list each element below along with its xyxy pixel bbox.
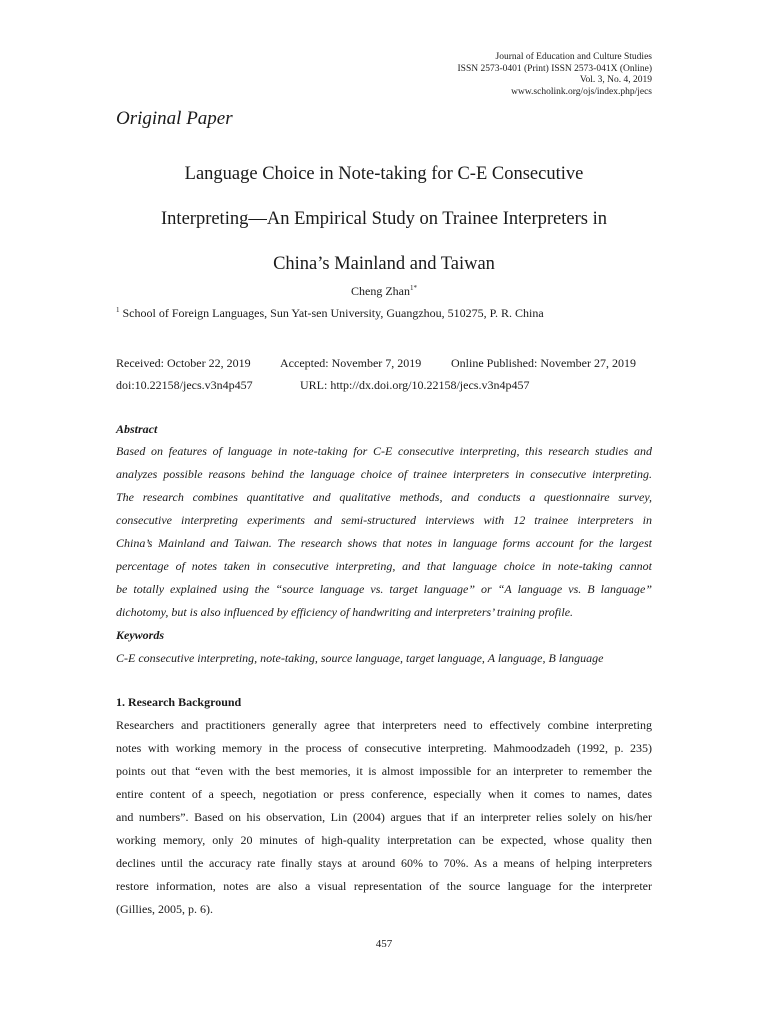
title-line: Language Choice in Note-taking for C-E Consecutive xyxy=(184,164,584,184)
journal-issn: ISSN 2573-0401 (Print) ISSN 2573-041X (Online) xyxy=(457,63,652,74)
abstract-line: be totally explained using the “source language vs. target language” or “A language vs. B language” xyxy=(116,582,652,596)
research-background-body xyxy=(116,714,652,921)
abstract-line: analyzes possible reasons behind the language choice of trainee interpreters in consecutive interpreting. xyxy=(116,467,652,481)
abstract-line: consecutive interpreting experiments and semi-structured interviews with 12 trainee interpreters in xyxy=(116,513,652,527)
paper-type-label: Original Paper xyxy=(116,108,233,129)
journal-volume: Vol. 3, No. 4, 2019 xyxy=(579,75,652,85)
author-name: Cheng Zhan xyxy=(351,284,410,298)
keywords-heading: Keywords xyxy=(116,628,164,642)
section-heading-research-background: 1. Research Background xyxy=(116,695,242,709)
accepted-date: Accepted: November 7, 2019 xyxy=(280,356,422,370)
body-line: Researchers and practitioners generally agree that interpreters need to effectively combine interpreting xyxy=(116,718,652,732)
affiliation-line xyxy=(116,306,544,321)
received-date: Received: October 22, 2019 xyxy=(116,356,251,370)
body-line: restore information, notes are also a visual representation of the source language for the interpreter xyxy=(116,879,652,893)
abstract-line: dichotomy, but is also influenced by efficiency of handwriting and interpreters’ training profile. xyxy=(116,605,574,619)
abstract-body xyxy=(116,440,652,624)
journal-url: www.scholink.org/ojs/index.php/jecs xyxy=(511,86,652,97)
journal-header xyxy=(458,52,652,98)
abstract-line: The research combines quantitative and qualitative methods, and conducts a questionnaire survey, xyxy=(116,490,652,504)
doi-url-link[interactable]: URL: http://dx.doi.org/10.22158/jecs.v3n4p457 xyxy=(300,378,530,392)
abstract-line: Based on features of language in note-taking for C-E consecutive interpreting, this research studies and xyxy=(116,444,652,458)
body-line: declines until the accuracy rate finally stays at around 60% to 70%. As a means of helping interpreters xyxy=(116,856,652,870)
abstract-heading: Abstract xyxy=(116,422,158,436)
body-line: notes with working memory in the process of consecutive interpreting. Mahmoodzadeh (1992, p. 235) xyxy=(116,741,652,755)
title-line: Interpreting—An Empirical Study on Trainee Interpreters in xyxy=(161,209,607,229)
author-line xyxy=(0,284,768,299)
paper-title xyxy=(100,152,668,287)
body-line: entire content of a speech, negotiation or press conference, especially when it comes to names, dates xyxy=(116,787,652,801)
abstract-line: percentage of notes taken in consecutive interpreting, and that language choice in note-taking cannot xyxy=(116,559,652,573)
author-marker: 1* xyxy=(410,284,417,292)
journal-name: Journal of Education and Culture Studies xyxy=(495,52,652,62)
title-line: China’s Mainland and Taiwan xyxy=(273,254,495,274)
affiliation-marker: 1 xyxy=(116,306,120,314)
abstract-line: China’s Mainland and Taiwan. The research shows that notes in language forms account for the largest xyxy=(116,536,652,550)
doi-text: doi:10.22158/jecs.v3n4p457 xyxy=(116,378,253,392)
body-line: working memory, only 20 minutes of high-quality interpretation can be expected, whose quality then xyxy=(116,833,652,847)
keywords-text: C-E consecutive interpreting, note-taking, source language, target language, A language, B language xyxy=(116,651,604,665)
body-line: and numbers”. Based on his observation, Lin (2004) argues that if an interpreter relies solely on his/her xyxy=(116,810,652,824)
body-line: points out that “even with the best memories, it is almost impossible for an interpreter to remember the xyxy=(116,764,652,778)
page-number: 457 xyxy=(375,938,393,950)
body-line: (Gillies, 2005, p. 6). xyxy=(116,902,213,916)
published-date: Online Published: November 27, 2019 xyxy=(451,356,636,370)
affiliation-text: School of Foreign Languages, Sun Yat-sen University, Guangzhou, 510275, P. R. China xyxy=(122,306,544,320)
